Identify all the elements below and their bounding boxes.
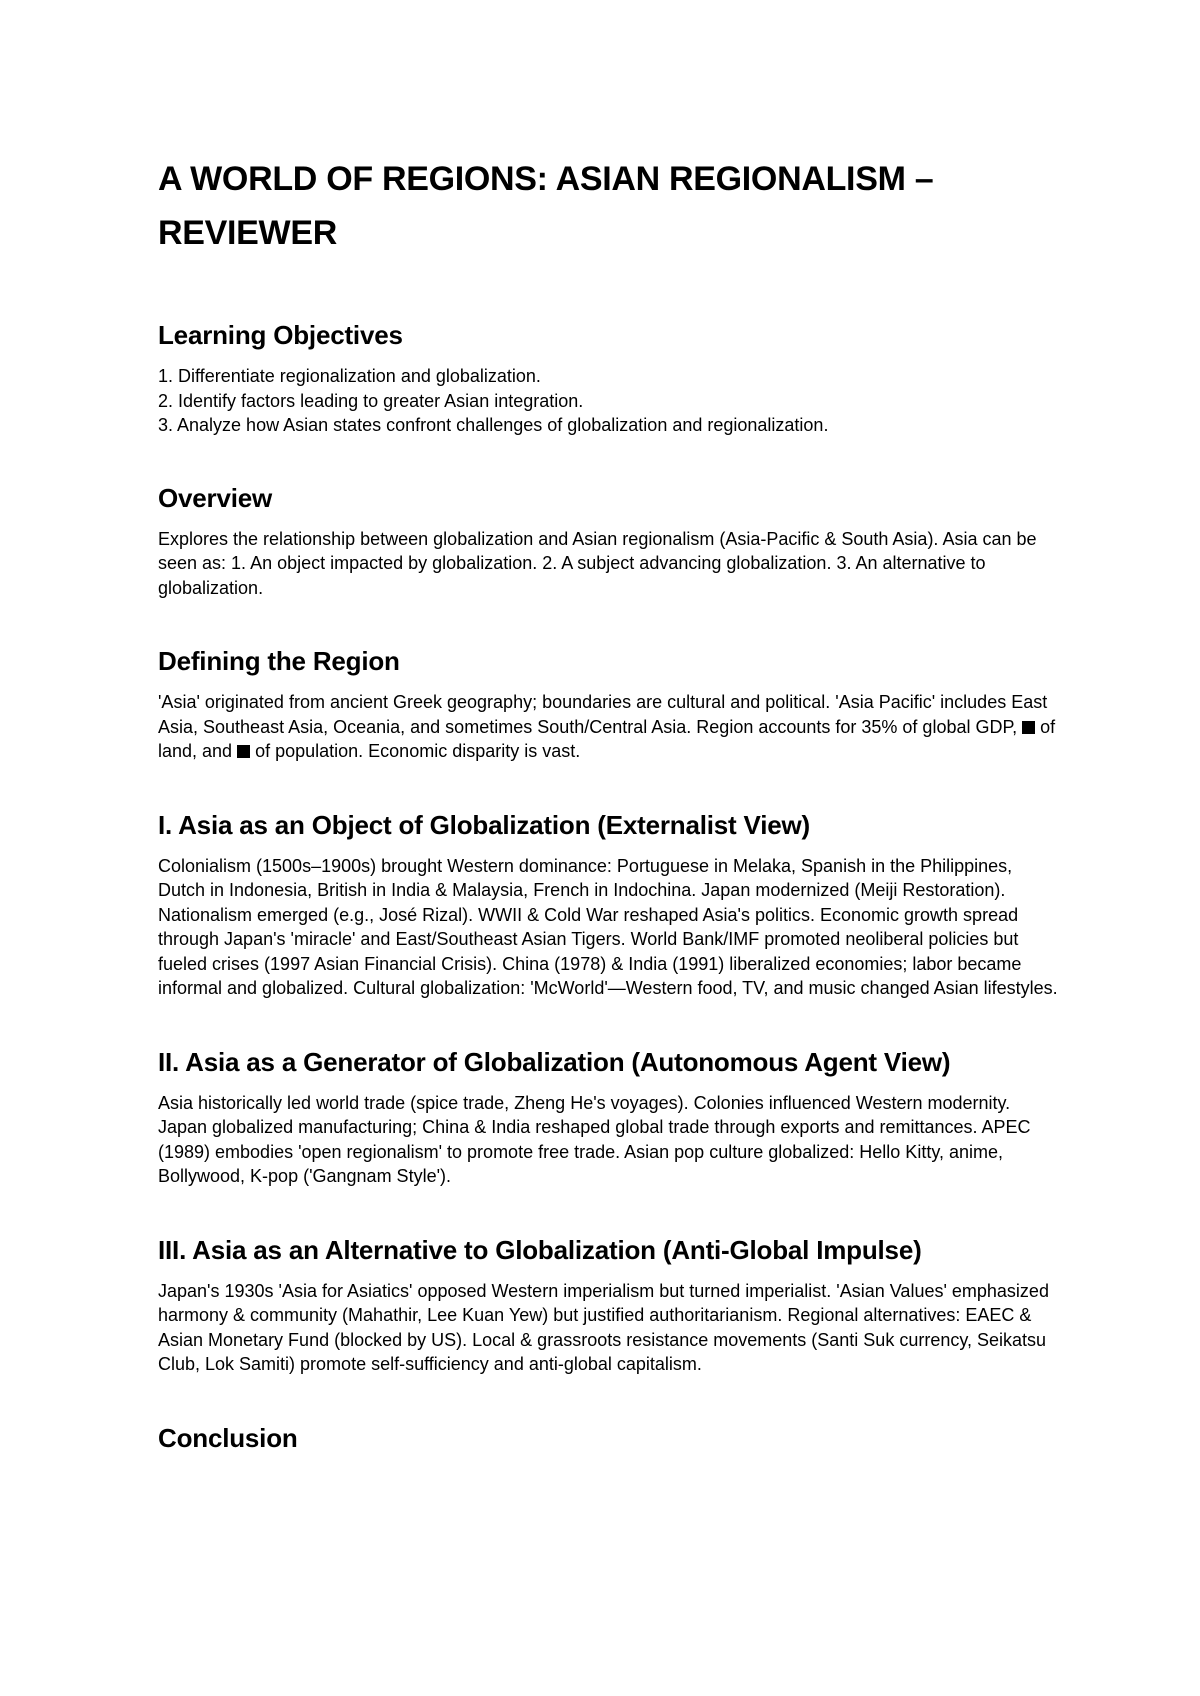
section-1-paragraph: Colonialism (1500s–1900s) brought Western dominance: Portuguese in Melaka, Spanish in the Philippines, Dutch in Indonesia, British in India & Malaysia, French in Indochina. Japan modernized (Meiji Restoration). Nationalism emerged (e.g., José Rizal). WWII & Cold War reshaped Asia's politics. Economic growth spread through Japan's 'miracle' and East/Southeast Asian Tigers. World Bank/IMF promoted neoliberal policies but fueled crises (1997 Asian Financial Crisis). China (1978) & India (1991) liberalized economies; labor became informal and globalized. Cultural globalization: 'McWorld'—Western food, TV, and music changed Asian lifestyles. [158,855,1058,998]
document-title: A WORLD OF REGIONS: ASIAN REGIONALISM – REVIEWER [158,160,934,252]
document-page [158,152,1058,1455]
overview-paragraph: Explores the relationship between globalization and Asian regionalism (Asia-Pacific & South Asia). Asia can be seen as: 1. An object impacted by globalization. 2. A subject advancing globalization. 3. An alternative to globalization. [158,528,1037,598]
section-2-paragraph: Asia historically led world trade (spice trade, Zheng He's voyages). Colonies influenced Western modernity. Japan globalized manufacturing; China & India reshaped global trade through exports and remittances. APEC (1989) embodies 'open regionalism' to promote free trade. Asian pop culture globalized: Hello Kitty, anime, Bollywood, K-pop ('Gangnam Style'). [158,1092,1031,1186]
objective-item: 3. Analyze how Asian states confront challenges of globalization and regionalization. [158,415,829,435]
defining-text-part3: of population. Economic disparity is vast. [250,741,581,761]
section-1-heading: I. Asia as an Object of Globalization (Externalist View) [158,809,810,840]
section-3-heading: III. Asia as an Alternative to Globalization (Anti-Global Impulse) [158,1234,922,1265]
section-3-paragraph: Japan's 1930s 'Asia for Asiatics' opposed Western imperialism but turned imperialist. 'Asian Values' emphasized harmony & community (Mahathir, Lee Kuan Yew) but justified authoritarianism. Regional alternatives: EAEC & Asian Monetary Fund (blocked by US). Local & grassroots resistance movements (Santi Suk currency, Seikatsu Club, Lok Samiti) promote self-sufficiency and anti-global capitalism. [158,1280,1049,1374]
defining-region-heading: Defining the Region [158,646,400,676]
overview-heading: Overview [158,482,273,513]
defining-region-paragraph [158,690,1058,764]
missing-glyph-icon [237,745,250,758]
learning-objectives-heading: Learning Objectives [158,320,403,350]
conclusion-heading: Conclusion [158,1422,298,1453]
learning-objectives-list [158,364,1058,438]
defining-text-part2: of land, and [158,716,1056,761]
missing-glyph-icon [1022,721,1035,734]
section-2-heading: II. Asia as a Generator of Globalization (Autonomous Agent View) [158,1046,951,1077]
objective-item: 2. Identify factors leading to greater Asian integration. [158,390,584,411]
objective-item: 1. Differentiate regionalization and globalization. [158,366,541,386]
defining-text-part1: 'Asia' originated from ancient Greek geography; boundaries are cultural and political. 'Asia Pacific' includes East Asia, Southeast Asia, Oceania, and sometimes South/Central Asia. Region accounts for 35% of global GDP, [158,692,1048,737]
